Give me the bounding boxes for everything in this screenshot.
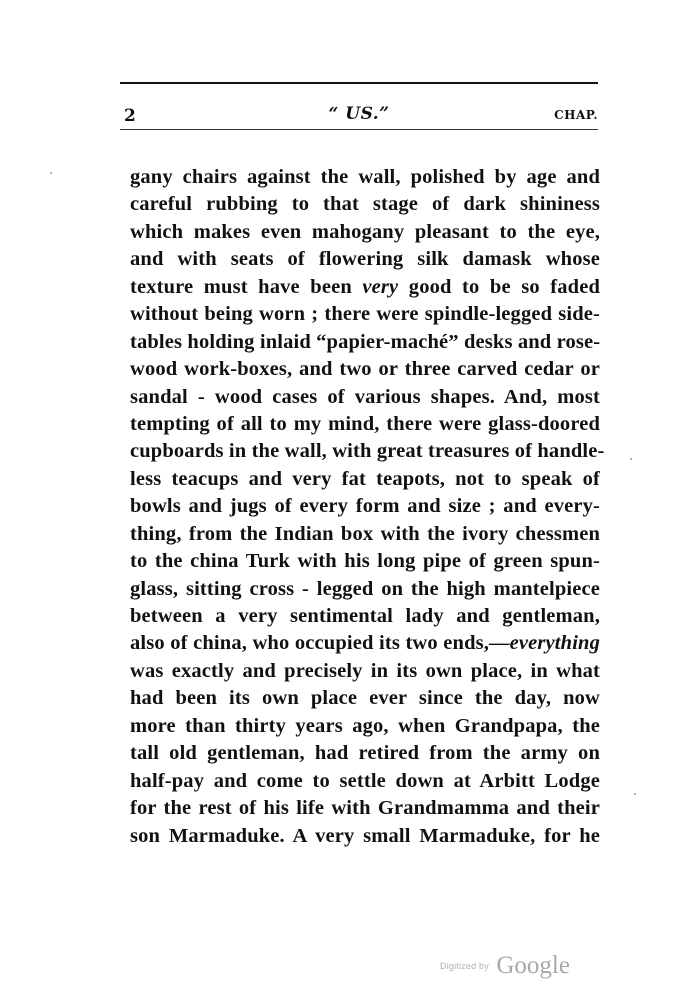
text-span: texture must have been	[130, 275, 363, 298]
text-line	[130, 356, 600, 383]
text-span: son Marmaduke. A very small Marmaduke, for he	[130, 824, 600, 847]
text-span: half-pay and come to settle down at Arbitt Lodge	[130, 769, 600, 792]
text-span: which makes even mahogany pleasant to the eye,	[130, 220, 600, 243]
text-span: cupboards in the wall, with great treasures of handle-	[130, 440, 605, 463]
text-line	[130, 329, 600, 356]
running-head	[120, 102, 598, 128]
text-line	[130, 713, 600, 740]
scan-speck	[634, 793, 636, 795]
text-span: good to be so faded	[398, 275, 601, 298]
text-line	[130, 823, 600, 850]
google-logo: Google	[496, 952, 570, 979]
text-line	[130, 274, 600, 301]
text-line	[130, 630, 600, 657]
text-span: without being worn ; there were spindle-legged side-	[130, 303, 600, 326]
body-text	[130, 164, 605, 850]
text-span: had been its own place ever since the day, now	[130, 687, 600, 710]
text-line	[130, 576, 600, 603]
text-span: sandal - wood cases of various shapes. And, most	[130, 385, 600, 408]
text-line	[130, 795, 600, 822]
text-span: tables holding inlaid “papier-maché” desks and rose-	[130, 330, 601, 353]
page-number: 2	[124, 106, 136, 126]
text-span: and with seats of flowering silk damask whose	[130, 248, 600, 271]
text-span: glass, sitting cross - legged on the high mantelpiece	[130, 577, 600, 600]
text-line	[130, 191, 600, 218]
text-line	[130, 384, 600, 411]
text-span: tall old gentleman, had retired from the army on	[130, 742, 600, 765]
header-rule-bottom	[120, 129, 598, 130]
text-line	[130, 768, 600, 795]
text-span: gany chairs against the wall, polished by age and	[130, 166, 600, 188]
text-line	[130, 740, 600, 767]
text-span: also of china, who occupied its two ends,—	[130, 632, 510, 655]
text-line	[130, 521, 600, 548]
text-line	[130, 685, 600, 712]
header-rule-top	[120, 82, 598, 84]
scan-speck	[630, 458, 632, 460]
text-line	[130, 411, 600, 438]
text-line	[130, 438, 605, 465]
text-line	[130, 658, 600, 685]
text-span: tempting of all to my mind, there were glass-doored	[130, 412, 600, 435]
text-span: less teacups and very fat teapots, not to speak of	[130, 467, 600, 490]
digitized-watermark	[440, 952, 570, 980]
text-span: wood work-boxes, and two or three carved cedar or	[130, 358, 600, 381]
text-span: to the china Turk with his long pipe of green spun-	[130, 550, 600, 573]
digitized-by-text: Digitized by	[440, 961, 489, 971]
text-span: bowls and jugs of every form and size ; and every-	[130, 495, 600, 518]
text-span: for the rest of his life with Grandmamma and their	[130, 797, 600, 820]
text-span: more than thirty years ago, when Grandpapa, the	[130, 714, 600, 737]
text-line	[130, 466, 600, 493]
text-line	[130, 164, 600, 191]
chapter-label: CHAP.	[554, 108, 598, 122]
text-span: careful rubbing to that stage of dark shininess	[130, 193, 600, 216]
running-title: “ US.”	[328, 104, 390, 124]
emphasis-text: everything	[509, 632, 600, 655]
text-span: was exactly and precisely in its own place, in what	[130, 659, 600, 682]
text-line	[130, 301, 600, 328]
text-span: thing, from the Indian box with the ivory chessmen	[130, 522, 600, 545]
text-line	[130, 246, 600, 273]
text-line	[130, 219, 600, 246]
text-line	[130, 548, 600, 575]
scan-speck	[50, 172, 52, 174]
text-line	[130, 493, 600, 520]
text-line	[130, 603, 600, 630]
emphasis-text: very	[362, 275, 399, 298]
text-span: between a very sentimental lady and gentleman,	[130, 605, 600, 627]
